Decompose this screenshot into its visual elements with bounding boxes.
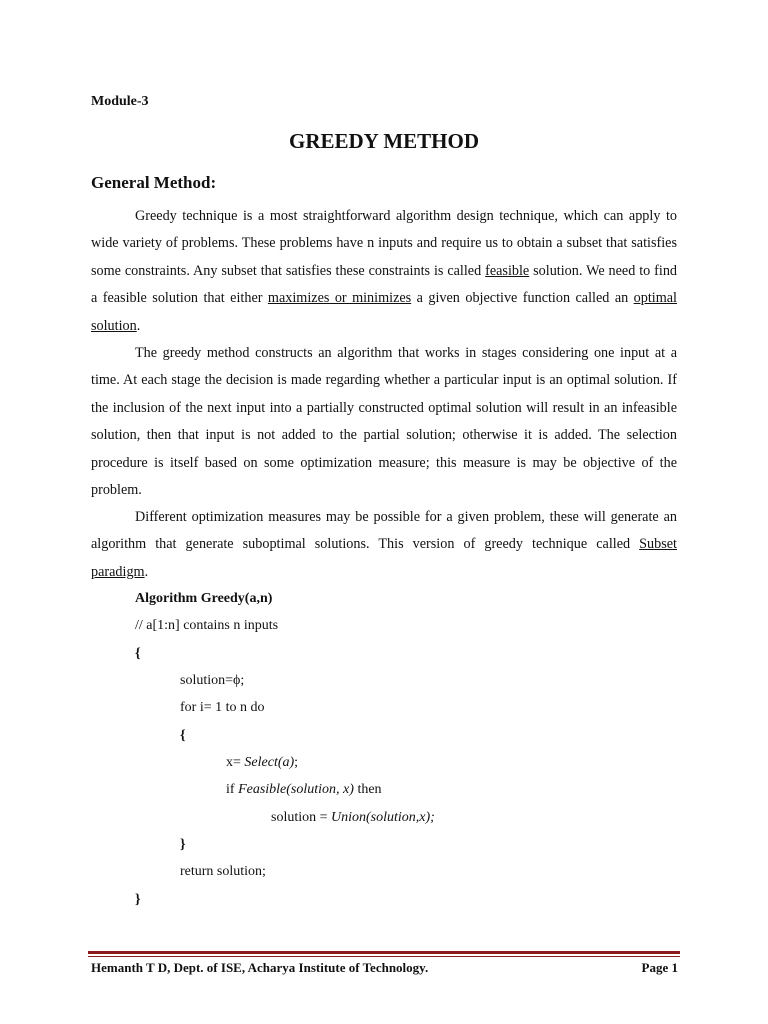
feasible-term: feasible bbox=[485, 262, 530, 279]
if-feasible-line: if Feasible(solution, x) then bbox=[226, 782, 382, 797]
subset-paradigm-term: Subset paradigm bbox=[91, 536, 677, 580]
section-heading: General Method: bbox=[91, 173, 217, 192]
init-line: solution=ϕ; bbox=[180, 673, 245, 688]
algorithm-header: Algorithm Greedy(a,n) bbox=[135, 591, 273, 606]
union-line: solution = Union(solution,x); bbox=[271, 810, 435, 825]
select-line: x= Select(a); bbox=[226, 755, 299, 770]
inner-close-brace: } bbox=[180, 837, 186, 852]
module-label: Module-3 bbox=[91, 94, 149, 109]
page-number: Page 1 bbox=[641, 960, 678, 975]
for-loop-line: for i= 1 to n do bbox=[180, 700, 265, 715]
inner-open-brace: { bbox=[180, 728, 186, 743]
paragraph-3: Different optimization measures may be possible for a given problem, these will generate an algorithm that generate suboptimal solutions. This version of greedy technique called Subset paradigm. bbox=[91, 509, 677, 580]
open-brace: { bbox=[135, 646, 141, 661]
maximizes-minimizes-term: maximizes or minimizes bbox=[267, 290, 412, 307]
return-line: return solution; bbox=[180, 864, 266, 879]
optimal-solution-term: optimal solution bbox=[91, 290, 678, 334]
close-brace: } bbox=[135, 892, 141, 907]
algorithm-comment: // a[1:n] contains n inputs bbox=[135, 618, 279, 633]
paragraph-1: Greedy technique is a most straightforward algorithm design technique, which can apply to wide variety of problems. These problems have n inputs and require us to obtain a subset that satisfies some constraints. Any subset that satisfies these constraints is called feasible solution. We need to find a feasible solution that either maximizes or minimizes a given objective function called an optimal solution. bbox=[91, 208, 678, 334]
footer-rule-thin bbox=[88, 956, 680, 957]
paragraph-2: The greedy method constructs an algorithm that works in stages considering one input at a time. At each stage the decision is made regarding whether a particular input is an optimal solution. If the inclusion of the next input into a partially constructed optimal solution will result in an infeasible solution, then that input is not added to the partial solution; otherwise it is added. The selection procedure is itself based on some optimization measure; this measure is may be objective of the problem. bbox=[91, 345, 677, 499]
footer-author: Hemanth T D, Dept. of ISE, Acharya Institute of Technology. bbox=[91, 960, 429, 975]
footer-rule bbox=[88, 951, 680, 954]
page-title: GREEDY METHOD bbox=[289, 129, 479, 153]
